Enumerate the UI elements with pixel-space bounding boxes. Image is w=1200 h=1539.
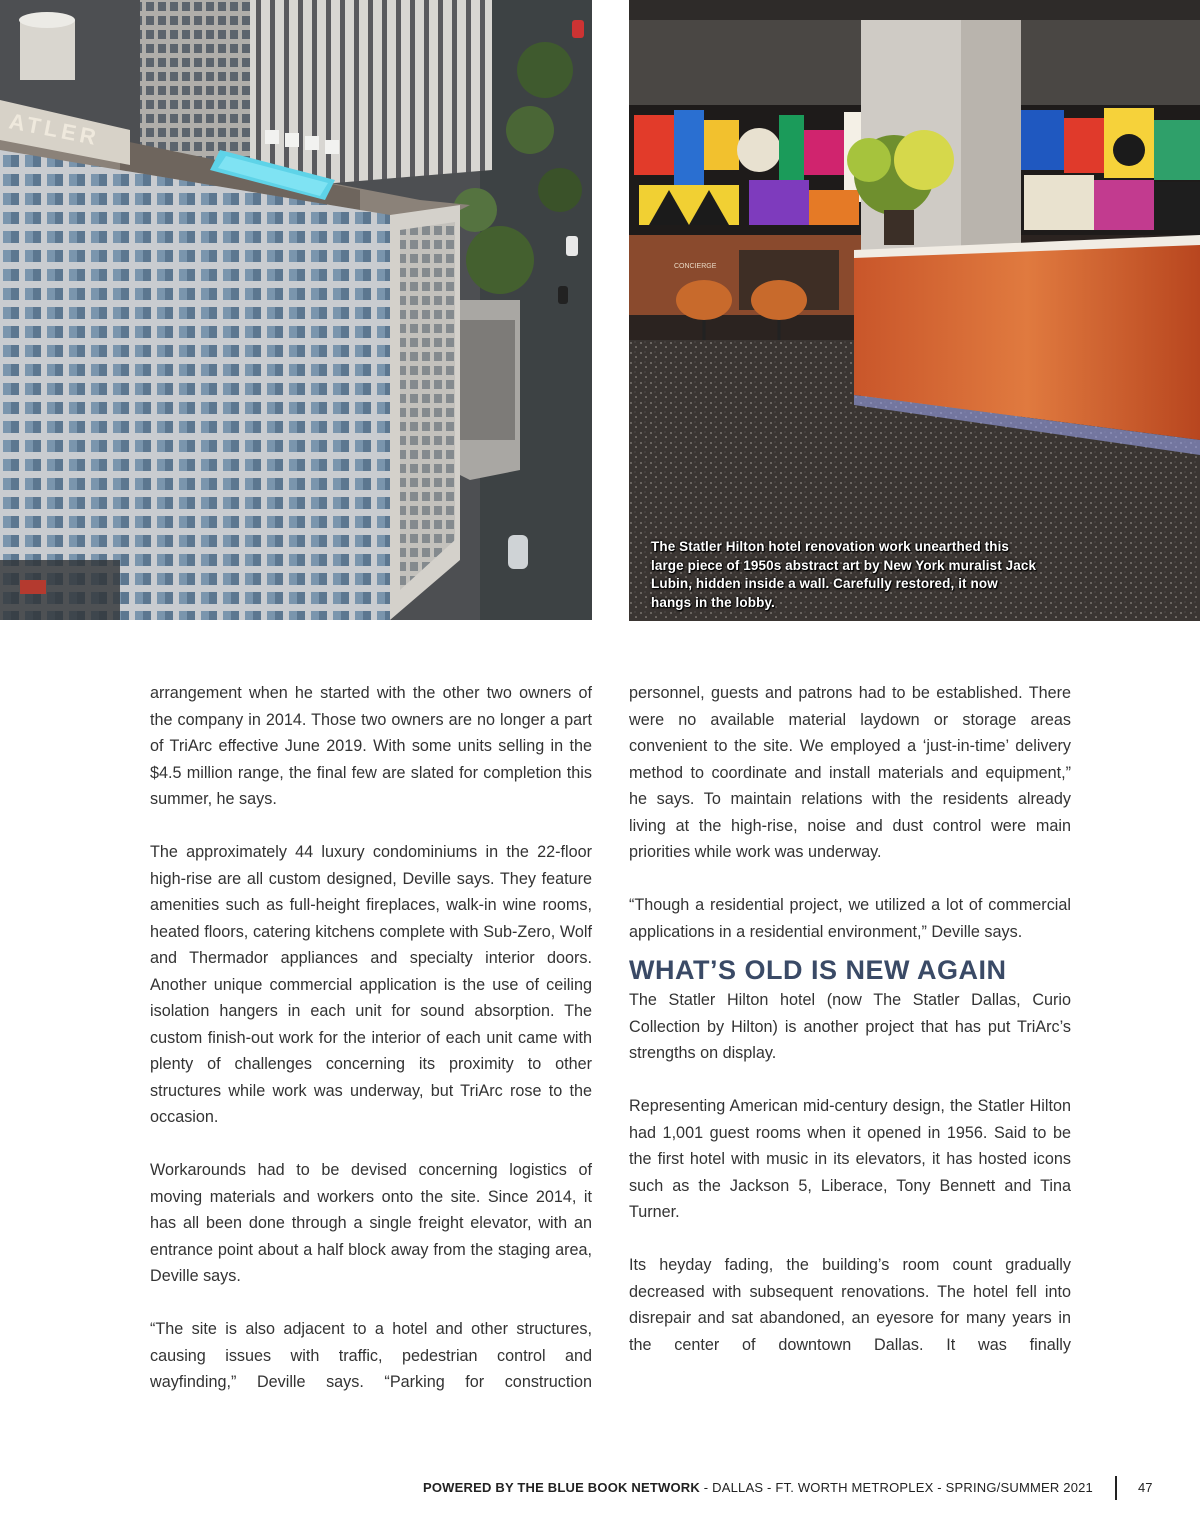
footer-divider <box>1115 1476 1117 1500</box>
footer-edition: - DALLAS - FT. WORTH METROPLEX - SPRING/SUMMER 2021 <box>699 1480 1093 1495</box>
article-left-column <box>150 680 592 1396</box>
paragraph: arrangement when he started with the other two owners of the company in 2014. Those two owners are no longer a part of TriArc effective June 2019. With some units selling in the $4.5 million range, the final few are slated for completion this summer, he says. <box>150 684 592 808</box>
paragraph: “The site is also adjacent to a hotel and other structures, causing issues with traffic, pedestrian control and wayfinding,” Deville says. “Parking for construction <box>150 1320 592 1391</box>
hotel-lobby-photo <box>629 0 1200 621</box>
paragraph: “Though a residential project, we utilized a lot of commercial applications in a residential environment,” Deville says. <box>629 896 1071 941</box>
paragraph: Its heyday fading, the building’s room count gradually decreased with subsequent renovations. The hotel fell into disrepair and sat abandoned, an eyesore for many years in the center of downtown Dallas. It was finally <box>629 1256 1071 1354</box>
aerial-building-illustration <box>0 0 592 620</box>
photo-caption: The Statler Hilton hotel renovation work unearthed this large piece of 1950s abstract art by New York muralist Jack Lubin, hidden inside a wall. Carefully restored, it now hangs in the lobby. <box>651 539 1037 610</box>
page-number: 47 <box>1138 1480 1153 1495</box>
paragraph: The Statler Hilton hotel (now The Statler Dallas, Curio Collection by Hilton) is another project that has put TriArc’s strengths on display. <box>629 991 1071 1062</box>
paragraph: The approximately 44 luxury condominiums in the 22-floor high-rise are all custom designed, Deville says. They feature amenities such as full-height fireplaces, walk-in wine rooms, heated floors, catering kitchens complete with Sub-Zero, Wolf and Thermador appliances and specialty interior doors. Another unique commercial application is the use of ceiling isolation hangers in each unit for sound absorption. The custom finish-out work for the interior of each unit came with plenty of challenges concerning its proximity to other structures while work was underway, but TriArc rose to the occasion. <box>150 843 592 1126</box>
aerial-building-photo <box>0 0 592 620</box>
concierge-sign-text: CONCIERGE <box>674 263 717 270</box>
section-heading: WHAT’S OLD IS NEW AGAIN <box>629 955 1007 985</box>
footer-text <box>423 1480 1093 1495</box>
building-sign-text: ATLER <box>7 108 102 151</box>
page-footer <box>0 1478 1200 1498</box>
paragraph: personnel, guests and patrons had to be established. There were no available material laydown or storage areas convenient to the site. We employed a ‘just-in-time’ delivery method to coordinate and install materials and equipment,” he says. To maintain relations with the residents already living at the high-rise, noise and dust control were main priorities while work was underway. <box>629 684 1071 861</box>
article-right-column <box>629 680 1071 1358</box>
lobby-mural-illustration <box>629 0 1200 621</box>
paragraph: Workarounds had to be devised concerning logistics of moving materials and workers onto the site. Since 2014, it has all been done through a single freight elevator, with an entrance point about a half block away from the staging area, Deville says. <box>150 1161 592 1285</box>
paragraph: Representing American mid-century design, the Statler Hilton had 1,001 guest rooms when it opened in 1956. Said to be the first hotel with music in its elevators, it has hosted icons such as the Jackson 5, Liberace, Tony Bennett and Tina Turner. <box>629 1097 1071 1221</box>
footer-publisher: POWERED BY THE BLUE BOOK NETWORK <box>422 1480 700 1495</box>
